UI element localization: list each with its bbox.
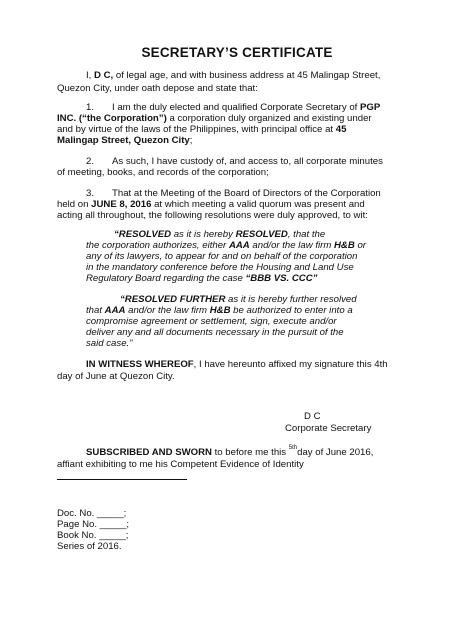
resolution-text: and/or the law firm: [249, 240, 334, 251]
paragraph-text: ;: [189, 135, 193, 146]
paragraph-text: and by virtue of the laws of the Philippines, with principal office at: [57, 124, 336, 135]
case-title: “BBB VS. CCC”: [245, 273, 318, 284]
series-year: Series of 2016.: [57, 541, 122, 552]
resolution-1-line-3: any of its lawyers, to appear for and on behalf of the corporation: [86, 251, 358, 262]
party-name: AAA: [228, 240, 250, 251]
paragraph-2-line-2: of meeting, books, and records of the corporation;: [57, 167, 269, 178]
paragraph-3-line-1: That at the Meeting of the Board of Directors of the Corporation: [112, 188, 381, 199]
resolution-1-line-2: [86, 240, 366, 251]
resolution-1-line-5: [86, 273, 317, 284]
intro-text: of legal age, and with business address at 45 Malingap Street,: [113, 70, 381, 81]
witness-text: , I have hereunto affixed my signature this 4th: [193, 359, 388, 370]
book-number: Book No. _____;: [57, 530, 129, 541]
resolution-text: as it is hereby further resolved: [225, 294, 357, 305]
paragraph-text: a corporation duly organized and existing under: [166, 113, 372, 124]
jurat-text: day of June 2016,: [297, 447, 374, 458]
company-name: PGP: [359, 102, 381, 113]
resolution-2-line-3: compromise agreement or settlement, sign, execute and/or: [86, 316, 337, 327]
meeting-date: JUNE 8, 2016: [91, 199, 152, 210]
resolution-text: be authorized to enter into a: [230, 305, 353, 316]
resolution-text: that: [86, 305, 105, 316]
paragraph-1-line-4: [57, 135, 192, 146]
resolution-2-line-1: [120, 294, 357, 305]
resolution-text: , that the: [287, 229, 326, 240]
resolution-1-line-1: [114, 229, 325, 240]
intro-line-2: Quezon City, under oath depose and state that:: [57, 83, 258, 94]
doc-number: Doc. No. _____;: [57, 508, 127, 519]
paragraph-1-line-3: [57, 124, 346, 135]
office-address: Malingap Street, Quezon City: [57, 135, 190, 146]
party-name: AAA: [104, 305, 126, 316]
paragraph-3-number: 3.: [86, 188, 95, 199]
paragraph-text: at which meeting a valid quorum was present and: [151, 199, 365, 210]
resolution-text: or: [354, 240, 366, 251]
affiant-name: D C,: [94, 70, 114, 81]
resolution-2-line-4: deliver any and all documents necessary in the pursuit of the: [86, 327, 344, 338]
office-address: 45: [335, 124, 347, 135]
paragraph-2-number: 2.: [86, 156, 95, 167]
paragraph-1-line-2: [57, 113, 372, 124]
witness-heading: IN WITNESS WHEREOF: [86, 359, 194, 370]
intro-line-1: [86, 70, 380, 81]
jurat-text: to before me this: [211, 447, 289, 458]
paragraph-2-line-1: As such, I have custody of, and access to, all corporate minutes: [112, 156, 383, 167]
resolution-2-line-5: said case.”: [86, 338, 133, 349]
resolution-text: the corporation authorizes, either: [86, 240, 229, 251]
jurat-line-2: affiant exhibiting to me his Competent Evidence of Identity: [57, 459, 304, 470]
resolution-text: Regulatory Board regarding the case: [86, 273, 246, 284]
paragraph-text: held on: [57, 199, 92, 210]
document-title: SECRETARY’S CERTIFICATE: [141, 45, 333, 60]
paragraph-text: I am the duly elected and qualified Corporate Secretary of: [112, 102, 360, 113]
intro-text: I,: [86, 70, 94, 81]
jurat-line-1: [86, 447, 373, 458]
paragraph-3-line-2: [57, 199, 365, 210]
jurat-heading: SUBSCRIBED AND SWORN: [86, 447, 212, 458]
paragraph-3-line-3: acting all throughout, the following resolutions were duly approved, to wit:: [57, 210, 368, 221]
resolved-keyword: “RESOLVED FURTHER: [120, 294, 226, 305]
signatory-role: Corporate Secretary: [285, 423, 372, 434]
signatory-name: D C: [304, 411, 321, 422]
paragraph-1-number: 1.: [86, 102, 95, 113]
identity-blank-line: [57, 479, 187, 480]
witness-line-1: [86, 359, 388, 370]
resolution-text: as it is hereby: [171, 229, 236, 240]
resolution-text: and/or the law firm: [125, 305, 210, 316]
resolution-2-line-2: [86, 305, 353, 316]
page-number: Page No. _____;: [57, 519, 130, 530]
resolution-1-line-4: in the mandatory conference before the Housing and Land Use: [86, 262, 354, 273]
paragraph-1-line-1: [112, 102, 380, 113]
corporation-alias: (“the Corporation”): [76, 113, 167, 124]
law-firm-name: H&B: [209, 305, 231, 316]
law-firm-name: H&B: [333, 240, 355, 251]
witness-line-2: day of June at Quezon City.: [57, 371, 175, 382]
day-ordinal: 5th: [288, 445, 298, 451]
company-name: INC.: [57, 113, 77, 124]
resolved-keyword: “RESOLVED: [114, 229, 172, 240]
resolved-keyword: RESOLVED: [235, 229, 288, 240]
